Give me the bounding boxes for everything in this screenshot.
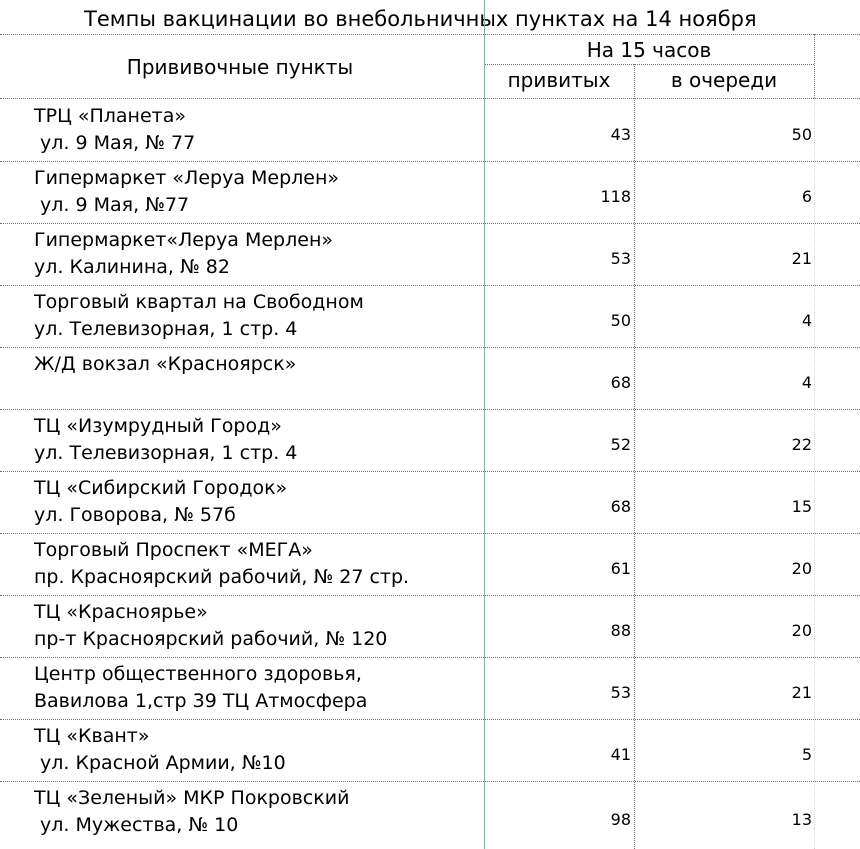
- queue-count: 21: [791, 249, 812, 268]
- queue-count: 20: [791, 621, 812, 640]
- vaccinated-count: 68: [610, 373, 631, 392]
- vaccinated-count: 53: [610, 249, 631, 268]
- point-name-line1: ТЦ «Красноярье»: [34, 601, 208, 623]
- point-address: Вавилова 1,стр 39 ТЦ Атмосфера: [34, 690, 368, 712]
- table-row: [0, 472, 860, 534]
- point-address: пр-т Красноярский рабочий, № 120: [34, 628, 388, 650]
- queue-count: 22: [791, 435, 812, 454]
- point-name: [34, 475, 287, 529]
- point-address: ул. Говорова, № 57б: [34, 504, 236, 526]
- queue-count: 4: [801, 311, 812, 330]
- table-row: [0, 286, 860, 348]
- point-address: ул. 9 Мая, №77: [34, 194, 190, 216]
- vaccinated-count: 88: [610, 621, 631, 640]
- point-address: ул. Телевизорная, 1 стр. 4: [34, 442, 298, 464]
- table-row: [0, 658, 860, 720]
- table-row: [0, 224, 860, 286]
- point-name-line1: ТЦ «Сибирский Городок»: [34, 477, 288, 499]
- point-address: ул. Мужества, № 10: [34, 814, 239, 836]
- queue-count: 50: [791, 125, 812, 144]
- vaccinated-count: 98: [610, 810, 631, 829]
- queue-count: 15: [791, 497, 812, 516]
- point-name: [34, 103, 195, 157]
- vaccinated-count: 53: [610, 683, 631, 702]
- queue-count: 21: [791, 683, 812, 702]
- header-points: Прививочные пункты: [126, 55, 354, 79]
- table-row: [0, 410, 860, 472]
- point-name-line1: Торговый Проспект «МЕГА»: [34, 539, 313, 561]
- table-row: [0, 720, 860, 782]
- queue-count: 6: [801, 187, 812, 206]
- column-divider: [814, 34, 815, 98]
- point-name-line1: ТЦ «Изумрудный Город»: [34, 415, 282, 437]
- vaccinated-count: 50: [610, 311, 631, 330]
- vaccinated-count: 118: [600, 187, 631, 206]
- point-name: [34, 227, 333, 281]
- point-address: пр. Красноярский рабочий, № 27 стр.: [34, 566, 410, 588]
- point-name: [34, 351, 296, 378]
- point-name: [34, 289, 364, 343]
- header-time: На 15 часов: [586, 38, 712, 62]
- vaccinated-count: 41: [610, 745, 631, 764]
- table-row: [0, 782, 860, 849]
- point-address: ул. Калинина, № 82: [34, 256, 230, 278]
- point-name-line1: Торговый квартал на Свободном: [34, 291, 364, 313]
- queue-count: 4: [801, 373, 812, 392]
- table-row: [0, 348, 860, 410]
- vaccinated-count: 68: [610, 497, 631, 516]
- sheet-title: Темпы вакцинации во внебольничных пунктах на 14 ноября: [84, 7, 757, 31]
- table-row: [0, 596, 860, 658]
- header-vaccinated: привитых: [507, 68, 611, 92]
- point-name: [34, 165, 339, 219]
- point-name: [34, 537, 409, 591]
- point-name: [34, 785, 349, 839]
- grid-line: [484, 64, 814, 65]
- vaccinated-count: 52: [610, 435, 631, 454]
- vaccinated-count: 43: [610, 125, 631, 144]
- table-row: [0, 162, 860, 224]
- queue-count: 20: [791, 559, 812, 578]
- table-row: [0, 534, 860, 596]
- point-name-line1: Гипермаркет«Леруа Мерлен»: [34, 229, 333, 251]
- point-name: [34, 723, 286, 777]
- grid-line: [0, 34, 860, 35]
- queue-count: 13: [791, 810, 812, 829]
- point-name-line1: ТЦ «Квант»: [34, 725, 150, 747]
- point-name-line1: ТРЦ «Планета»: [34, 105, 186, 127]
- point-name-line1: Гипермаркет «Леруа Мерлен»: [34, 167, 340, 189]
- table-row: [0, 100, 860, 162]
- point-name-line1: ТЦ «Зеленый» МКР Покровский: [34, 787, 350, 809]
- header-queue: в очереди: [670, 68, 778, 92]
- queue-count: 5: [801, 745, 812, 764]
- point-name: [34, 661, 367, 715]
- grid-line: [0, 98, 860, 99]
- point-name: [34, 599, 387, 653]
- point-name-line1: Ж/Д вокзал «Красноярск»: [34, 353, 297, 375]
- point-address: ул. Красной Армии, №10: [34, 752, 286, 774]
- vaccinated-count: 61: [610, 559, 631, 578]
- point-address: ул. 9 Мая, № 77: [34, 132, 196, 154]
- point-name-line1: Центр общественного здоровья,: [34, 663, 362, 685]
- point-name: [34, 413, 297, 467]
- point-address: ул. Телевизорная, 1 стр. 4: [34, 318, 298, 340]
